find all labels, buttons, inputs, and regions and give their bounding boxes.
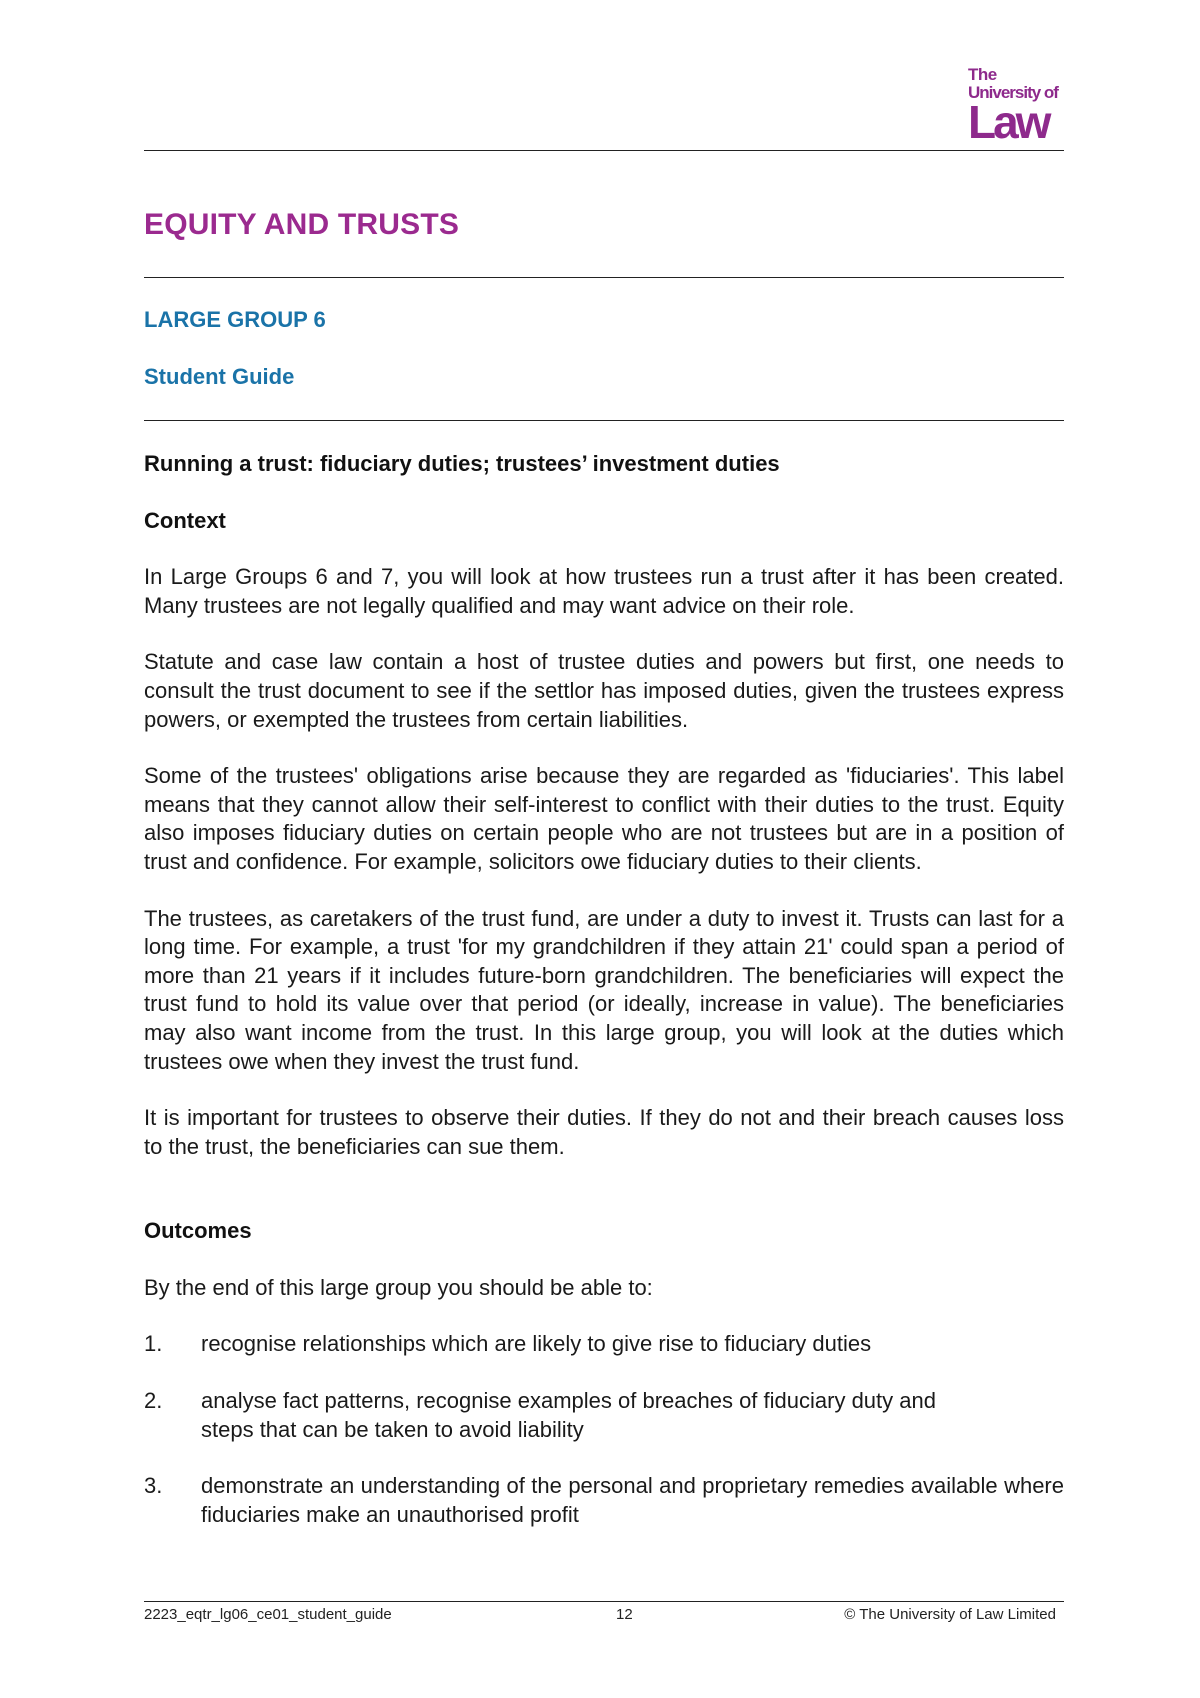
university-of-law-logo [968, 65, 1068, 148]
document-title: EQUITY AND TRUSTS [144, 208, 460, 241]
footer-page-number: 12 [616, 1606, 633, 1623]
logo-line-law: Law [968, 96, 1049, 148]
outcome-item [144, 1387, 1064, 1444]
header-divider [144, 150, 1064, 151]
outcome-text: analyse fact patterns, recognise examples of breaches of fiduciary duty and steps that can be taken to avoid liability [201, 1388, 936, 1442]
outcome-number: 2. [144, 1388, 163, 1414]
context-heading: Context [144, 507, 226, 533]
context-paragraph: In Large Groups 6 and 7, you will look at how trustees run a trust after it has been created. Many trustees are not legally qualified and may want advice on their role. [144, 564, 1064, 618]
context-paragraph: The trustees, as caretakers of the trust fund, are under a duty to invest it. Trusts can last for a long time. For example, a trust 'for my grandchildren if they attain 21' could span a period of more than 21 years if it includes future-born grandchildren. The beneficiaries will expect the trust fund to hold its value over that period (or ideally, increase in value). The beneficiaries may also want income from the trust. In this large group, you will look at the duties which trustees owe when they invest the trust fund. [144, 905, 1064, 1074]
outcome-number: 3. [144, 1473, 163, 1499]
outcome-text: demonstrate an understanding of the personal and proprietary remedies available where fiduciaries make an unauthorised profit [201, 1473, 1064, 1527]
outcome-number: 1. [144, 1331, 163, 1357]
context-paragraph: Some of the trustees' obligations arise because they are regarded as 'fiduciaries'. This label means that they cannot allow their self-interest to conflict with their duties to the trust. Equity also imposes fiduciary duties on certain people who are not trustees but are in a position of trust and confidence. For example, solicitors owe fiduciary duties to their clients. [144, 763, 1064, 874]
outcomes-list [144, 1330, 1064, 1529]
outcome-item [144, 1330, 1064, 1359]
outcome-text: recognise relationships which are likely to give rise to fiduciary duties [201, 1331, 872, 1357]
footer-copyright: © The University of Law Limited [844, 1606, 1056, 1623]
student-guide-label: Student Guide [144, 364, 295, 389]
footer-document-code: 2223_eqtr_lg06_ce01_student_guide [144, 1606, 392, 1623]
large-group-label: LARGE GROUP 6 [144, 307, 326, 332]
footer-divider [144, 1601, 1064, 1602]
title-divider [144, 277, 1064, 278]
logo-line-the: The [968, 65, 997, 84]
outcomes-intro: By the end of this large group you should be able to: [144, 1274, 653, 1300]
logo-line-university-of: University of [968, 83, 1058, 102]
context-paragraph: Statute and case law contain a host of trustee duties and powers but first, one needs to consult the trust document to see if the settlor has imposed duties, given the trustees express powers, or exempted the trustees from certain liabilities. [144, 649, 1064, 732]
outcome-item [144, 1472, 1064, 1529]
document-body [144, 450, 1064, 1557]
context-paragraph: It is important for trustees to observe their duties. If they do not and their breach causes loss to the trust, the beneficiaries can sue them. [144, 1105, 1064, 1159]
subtitle-divider [144, 420, 1064, 421]
outcomes-heading: Outcomes [144, 1218, 252, 1244]
topic-heading: Running a trust: fiduciary duties; trustees’ investment duties [144, 451, 780, 476]
